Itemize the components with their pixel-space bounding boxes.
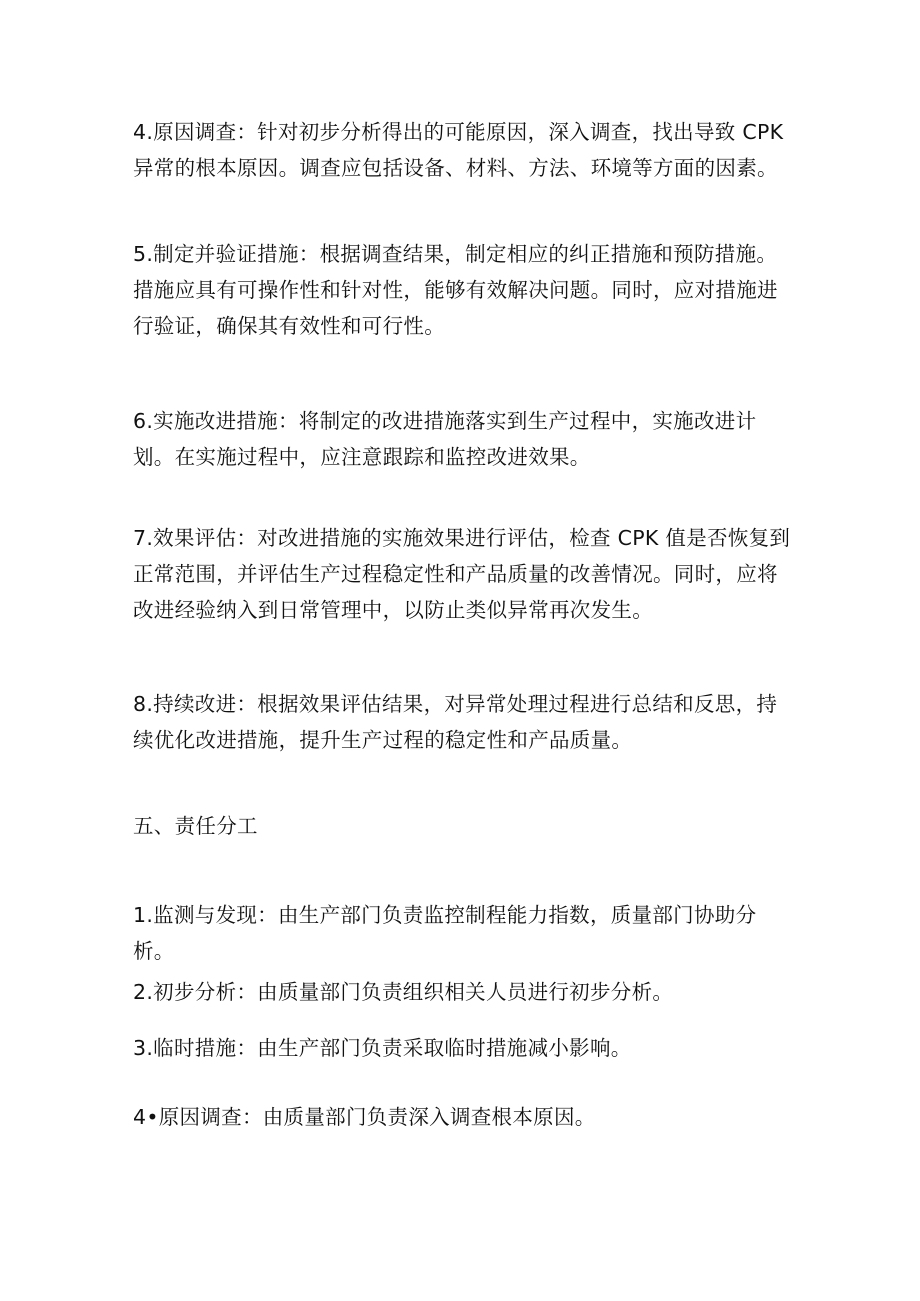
paragraph-step-6 xyxy=(133,403,793,475)
step-separator: . xyxy=(146,409,154,433)
paragraph-step-8 xyxy=(133,686,793,758)
paragraph-step-4 xyxy=(133,114,793,186)
duty-item-4 xyxy=(133,1099,793,1135)
step-number: 8 xyxy=(133,692,147,716)
step-text: 制定并验证措施：根据调查结果，制定相应的纠正措施和预防措施。措施应具有可操作性和针对性，能够有效解决问题。同时，应对措施进行验证，确保其有效性和可行性。 xyxy=(133,242,778,338)
duty-separator: . xyxy=(146,1036,154,1060)
duty-text: 临时措施：由生产部门负责采取临时措施减小影响。 xyxy=(153,1036,632,1060)
step-text: 实施改进措施：将制定的改进措施落实到生产过程中，实施改进计划。在实施过程中，应注意跟踪和监控改进效果。 xyxy=(133,409,757,469)
paragraph-step-7 xyxy=(133,520,793,628)
step-number: 6 xyxy=(133,409,147,433)
step-separator: . xyxy=(146,692,154,716)
duty-separator: • xyxy=(146,1105,159,1129)
duty-number: 1 xyxy=(133,903,147,927)
duty-text: 原因调查：由质量部门负责深入调查根本原因。 xyxy=(158,1105,596,1129)
step-text: 持续改进：根据效果评估结果，对异常处理过程进行总结和反思，持续优化改进措施，提升生产过程的稳定性和产品质量。 xyxy=(133,692,778,752)
duty-item-3 xyxy=(133,1030,793,1066)
step-number: 7 xyxy=(133,526,147,550)
step-separator: . xyxy=(146,526,154,550)
step-separator: . xyxy=(146,120,154,144)
duty-item-1 xyxy=(133,897,793,969)
step-separator: . xyxy=(146,242,154,266)
duty-separator: . xyxy=(146,903,154,927)
duty-item-2 xyxy=(133,974,793,1010)
step-number: 4 xyxy=(133,120,147,144)
duty-number: 3 xyxy=(133,1036,147,1060)
step-text: 原因调查：针对初步分析得出的可能原因，深入调查，找出导致 CPK 异常的根本原因。调查应包括设备、材料、方法、环境等方面的因素。 xyxy=(133,120,784,180)
duty-number: 2 xyxy=(133,980,147,1004)
duty-text: 初步分析：由质量部门负责组织相关人员进行初步分析。 xyxy=(153,980,674,1004)
duty-number: 4 xyxy=(133,1105,147,1129)
step-number: 5 xyxy=(133,242,147,266)
step-text: 效果评估：对改进措施的实施效果进行评估，检查 CPK 值是否恢复到正常范围，并评估生产过程稳定性和产品质量的改善情况。同时，应将改进经验纳入到日常管理中，以防止类似异常再次发生。 xyxy=(133,526,791,622)
duty-separator: . xyxy=(146,980,154,1004)
duty-text: 监测与发现：由生产部门负责监控制程能力指数，质量部门协助分析。 xyxy=(133,903,757,963)
section-heading: 五、责任分工 xyxy=(133,814,258,838)
paragraph-step-5 xyxy=(133,236,793,344)
